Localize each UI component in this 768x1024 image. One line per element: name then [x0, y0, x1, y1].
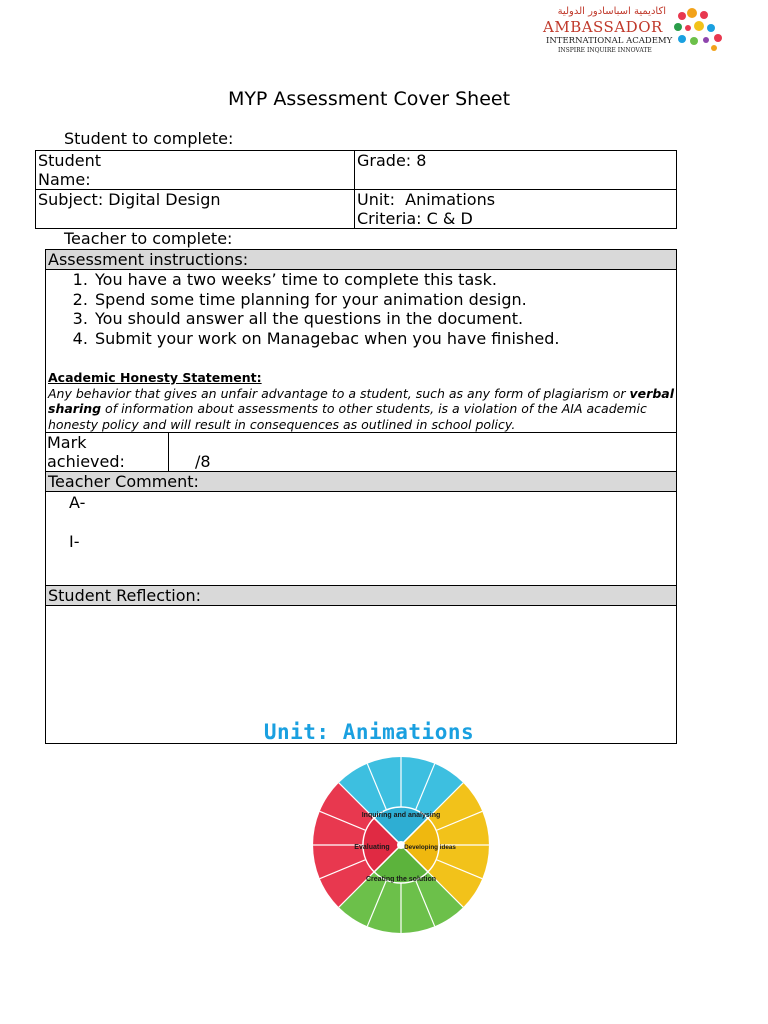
reflection-header-cell [46, 586, 677, 606]
subject-value: Subject: Digital Design [38, 190, 221, 209]
instruction-item: 1. You have a two weeks’ time to complete this task. [93, 270, 676, 290]
instruction-item: 2. Spend some time planning for your animation design. [93, 290, 676, 310]
comment-a: A- [69, 493, 86, 512]
logo-tagline: INSPIRE INQUIRE INNOVATE [558, 47, 652, 54]
evaluating-label: Evaluating [354, 844, 390, 851]
instructions-header-cell [46, 250, 677, 270]
instructions-cell [46, 270, 677, 433]
creating-label: Creating the solution [366, 876, 436, 883]
honesty-heading: Academic Honesty Statement: [48, 370, 262, 385]
unit-value: Unit: Animations [357, 190, 496, 209]
teacher-section-label: Teacher to complete: [64, 229, 233, 248]
mark-value: /8 [195, 452, 211, 471]
instructions-list [48, 270, 676, 348]
design-cycle-diagram [313, 757, 489, 933]
comment-header: Teacher Comment: [48, 472, 199, 491]
unit-criteria-cell [355, 190, 677, 229]
criteria-value: Criteria: C & D [357, 209, 473, 228]
page-title: MYP Assessment Cover Sheet [227, 88, 511, 110]
grade-cell [355, 151, 677, 190]
mark-label: Mark achieved: [46, 433, 169, 471]
honesty-text-2: of information about assessments to other students, is a violation of the AIA academic honesty policy and will result in consequences as outlined in school policy. [48, 401, 647, 432]
unit-title: Unit: Animations [263, 720, 475, 744]
logo-name: AMBASSADOR [543, 18, 663, 36]
student-info-table [35, 150, 677, 229]
comment-header-cell [46, 472, 677, 492]
honesty-statement [48, 386, 676, 433]
academic-honesty [48, 370, 676, 432]
logo-subtitle: INTERNATIONAL ACADEMY [546, 36, 673, 46]
developing-label: Developing ideas [404, 844, 456, 851]
grade-value: Grade: 8 [357, 151, 427, 170]
instructions-header: Assessment instructions: [48, 250, 249, 269]
school-logo [540, 6, 730, 56]
honesty-bold: verbal sharing [48, 385, 674, 416]
subject-cell [36, 190, 355, 229]
student-name-cell[interactable] [36, 151, 355, 190]
teacher-table [45, 249, 677, 744]
instruction-item: 3. You should answer all the questions in the document. [93, 309, 676, 329]
comment-cell[interactable] [46, 492, 677, 586]
honesty-text-1: Any behavior that gives an unfair advantage to a student, such as any form of plagiarism or [48, 385, 630, 401]
instruction-item: 4. Submit your work on Managebac when you have finished. [93, 329, 676, 349]
logo-mark-icon [668, 6, 728, 54]
inquiring-label: Inquiring and analysing [361, 812, 441, 819]
student-section-label: Student to complete: [64, 129, 234, 148]
mark-cell[interactable] [46, 433, 677, 472]
reflection-header: Student Reflection: [48, 586, 202, 605]
logo-arabic: اكاديمية اسباسادور الدولية [557, 6, 666, 17]
student-name-label: Student Name: [38, 151, 101, 189]
comment-i: I- [69, 532, 80, 551]
